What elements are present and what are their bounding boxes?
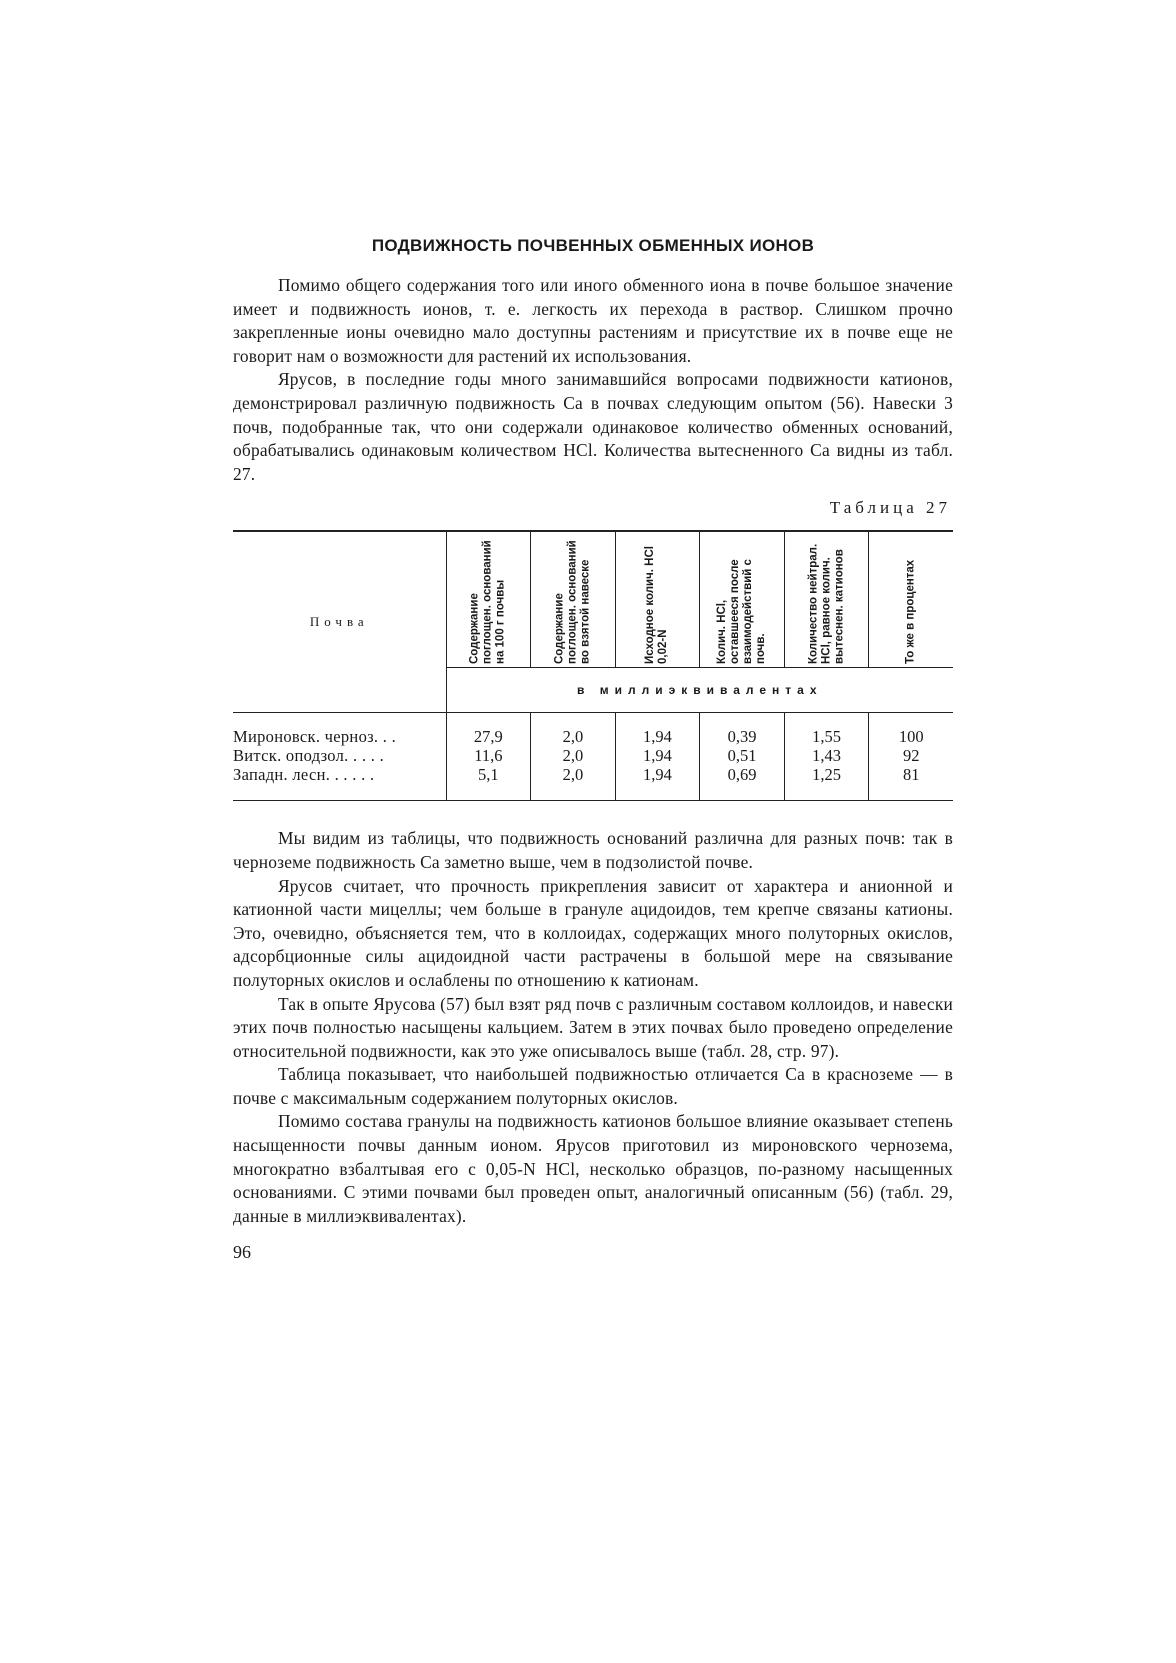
column-header-soil: Почва [233, 531, 446, 713]
units-header: в миллиэквивалентах [446, 668, 953, 713]
column-header: Содержание поглощен. оснований во взятой навеске [531, 531, 616, 668]
column-header: Исходное колич. HCl 0,02-N [615, 531, 700, 668]
table-cell: 0,51 [700, 746, 785, 765]
page-number: 96 [233, 1242, 251, 1263]
column-header: Колич. HCl, оставшееся после взаимодействий с почв. [700, 531, 785, 668]
paragraph: Таблица показывает, что наибольшей подвижностью отличается Ca в красноземе — в почве с максимальным содержанием полуторных окислов. [233, 1064, 953, 1108]
table-cell: 1,55 [784, 727, 869, 746]
soil-name: Мироновск. черноз. . . [233, 727, 397, 747]
table-cell: 27,9 [446, 727, 531, 746]
table-cell: 0,39 [700, 727, 785, 746]
table-row [233, 727, 953, 746]
paragraph: Ярусов, в последние годы много занимавшийся вопросами подвижности катионов, демонстрировал различную подвижность Ca в почвах следующим опытом (56). Навески 3 почв, подобранные так, что они содержали одинаковое количество обменных оснований, обрабатывались одинаковым количеством HCl. Количества вытесненного Ca видны из табл. 27. [233, 369, 953, 484]
table-cell: 1,43 [784, 746, 869, 765]
table-cell: 92 [869, 746, 953, 765]
paragraph: Помимо состава гранулы на подвижность катионов большое влияние оказывает степень насыщенности почвы данным ионом. Ярусов приготовил из мироновского чернозема, многократно взбалтывая его с 0,05-N HCl, несколько образцов, по-разному насыщенных основаниями. С этими почвами был проведен опыт, аналогичный описанным (56) (табл. 29, данные в миллиэквивалентах). [233, 1111, 953, 1226]
table-cell: 81 [869, 765, 953, 801]
paragraph: Мы видим из таблицы, что подвижность оснований различна для разных почв: так в черноземе подвижность Ca заметно выше, чем в подзолистой почве. [233, 828, 953, 872]
data-table [233, 530, 953, 801]
table-cell: 5,1 [446, 765, 531, 801]
soil-name: Западн. лесн. . . . . . [233, 765, 375, 785]
table-row [233, 765, 953, 801]
table-cell: 2,0 [531, 746, 616, 765]
table-cell: 0,69 [700, 765, 785, 801]
table-cell: 2,0 [531, 765, 616, 801]
soil-name: Витск. оподзол. . . . . [233, 746, 385, 766]
book-page [233, 236, 953, 1263]
section-heading: ПОДВИЖНОСТЬ ПОЧВЕННЫХ ОБМЕННЫХ ИОНОВ [371, 236, 815, 255]
table-cell: 1,94 [615, 765, 700, 801]
table-cell: 1,94 [615, 746, 700, 765]
table-cell: 1,25 [784, 765, 869, 801]
column-header: То же в процентах [869, 531, 953, 668]
column-header: Содержание поглощен. оснований на 100 г почвы [446, 531, 531, 668]
table-row [233, 746, 953, 765]
table-caption: Таблица 27 [829, 498, 951, 518]
table-cell: 1,94 [615, 727, 700, 746]
paragraph: Ярусов считает, что прочность прикрепления зависит от характера и анионной и катионной части мицеллы; чем больше в грануле ацидоидов, тем крепче связаны катионы. Это, очевидно, объясняется тем, что в коллоидах, содержащих много полуторных окислов, адсорбционные силы ацидоидной части растрачены в большой мере на связывание полуторных окислов и ослаблены по отношению к катионам. [233, 875, 953, 990]
table-cell: 11,6 [446, 746, 531, 765]
paragraph: Помимо общего содержания того или иного обменного иона в почве большое значение имеет и подвижность ионов, т. е. легкость их перехода в раствор. Слишком прочно закрепленные ионы очевидно мало доступны растениям и присутствие их в почве еще не говорит нам о возможности для растений их использования. [233, 275, 953, 366]
table-cell: 2,0 [531, 727, 616, 746]
table-cell: 100 [869, 727, 953, 746]
paragraph: Так в опыте Ярусова (57) был взят ряд почв с различным составом коллоидов, и навески этих почв полностью насыщены кальцием. Затем в этих почвах было проведено определение относительной подвижности, как это уже описывалось выше (табл. 28, стр. 97). [233, 993, 953, 1061]
column-header: Количество нейтрал. HCl, равное колич. вытеснен. катионов [784, 531, 869, 668]
